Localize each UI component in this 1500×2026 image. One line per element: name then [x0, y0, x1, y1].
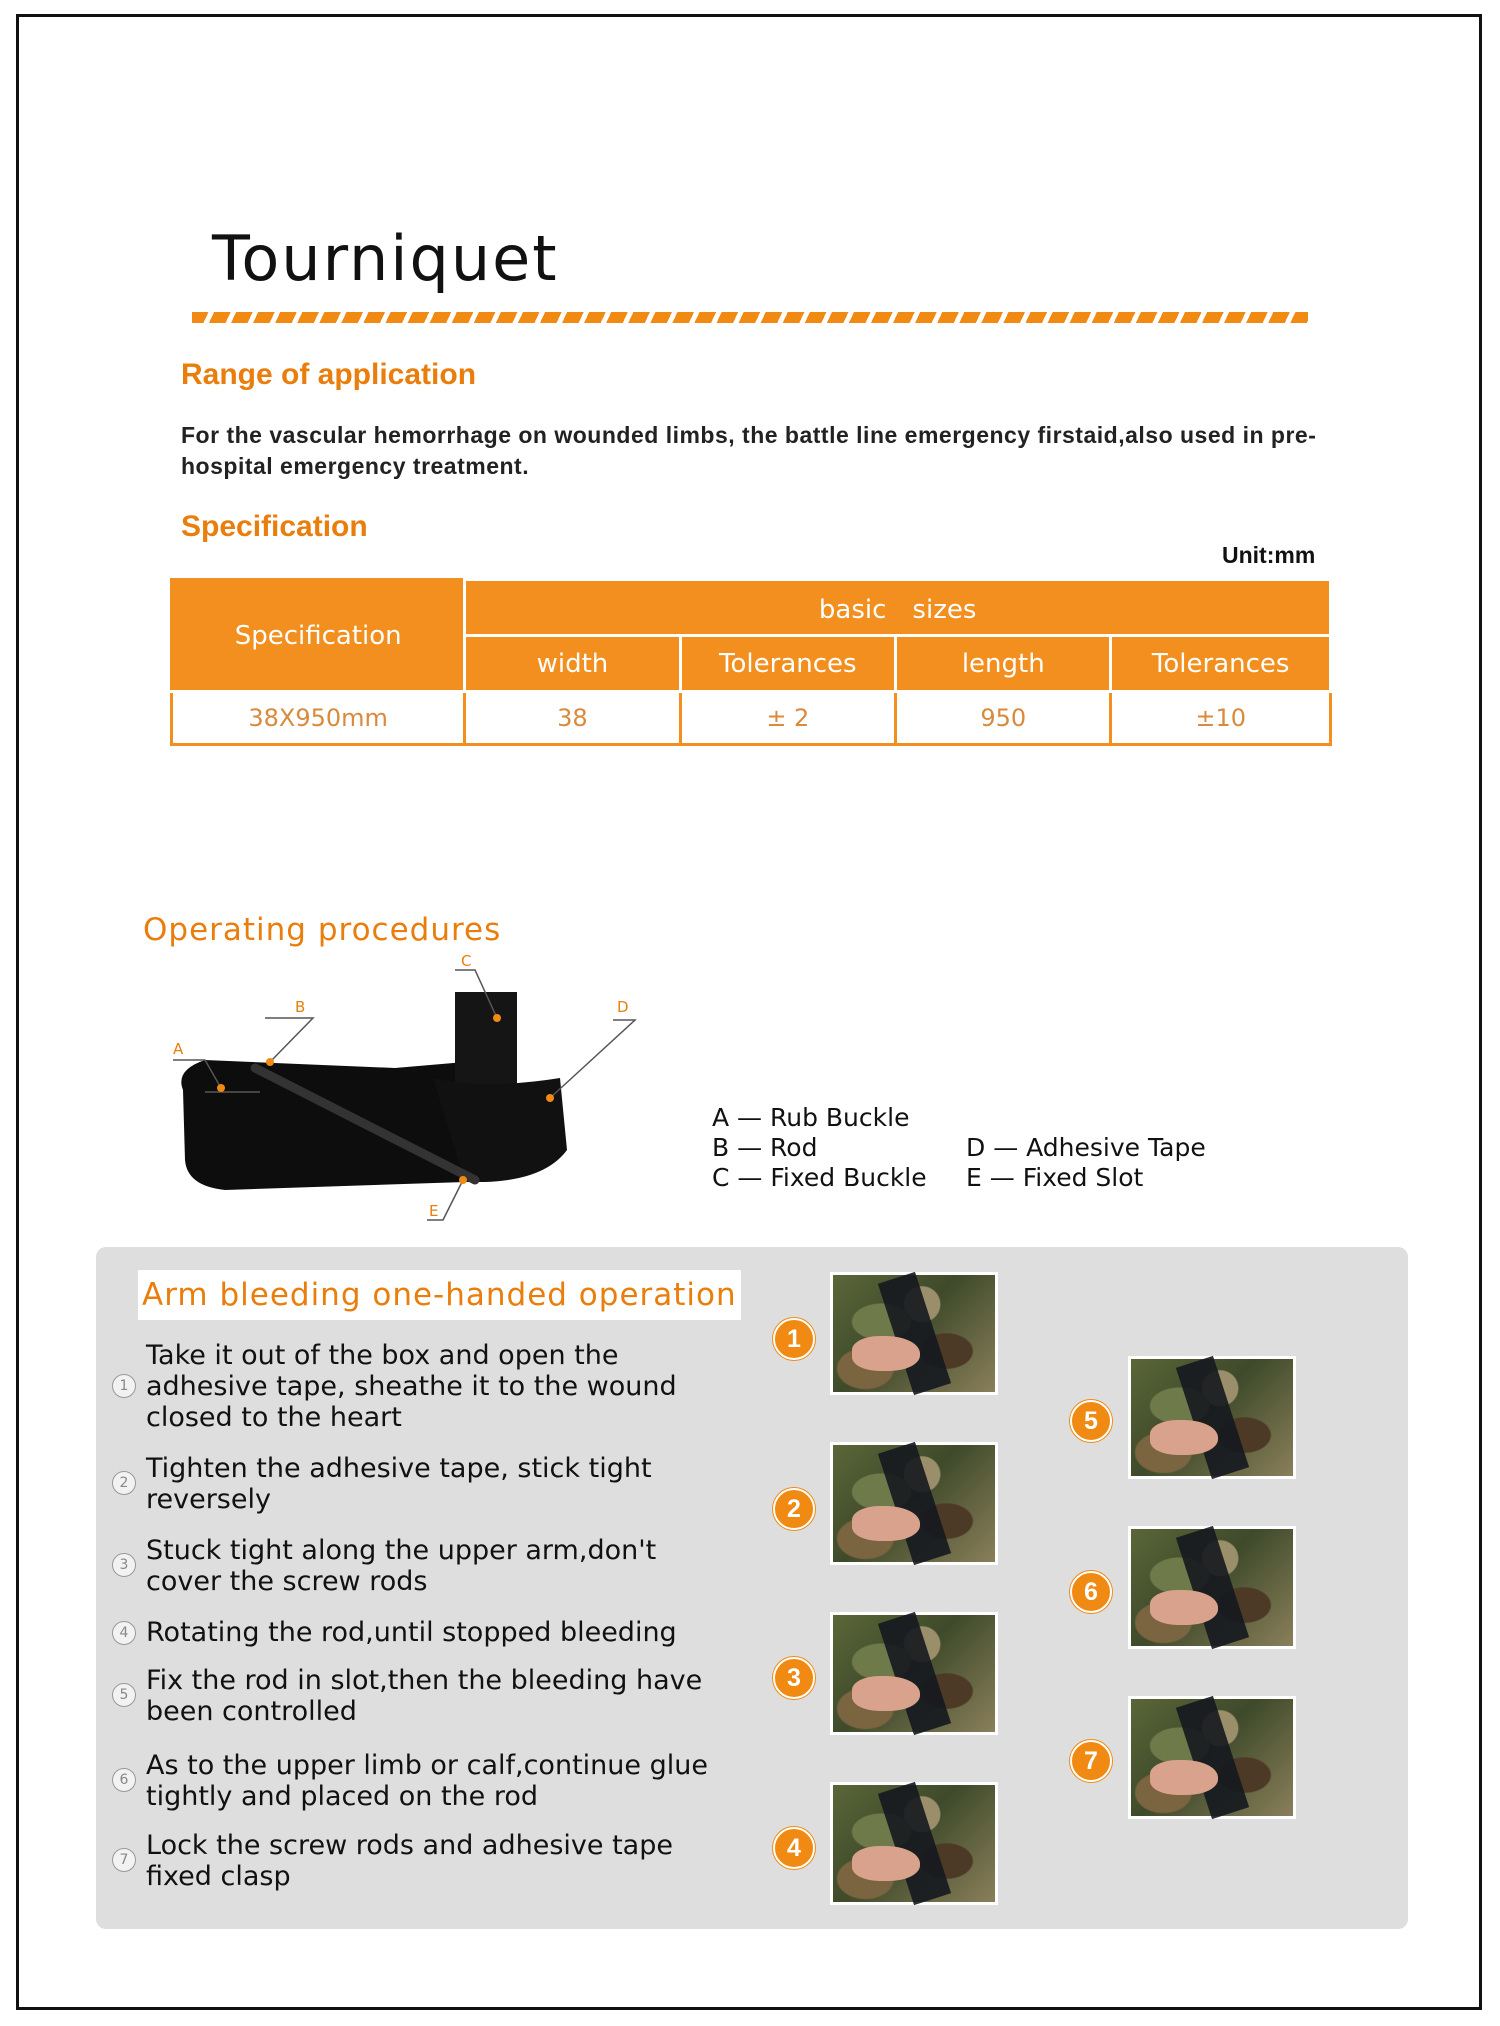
spec-corner-header: Specification: [172, 580, 465, 692]
legend-item: E — Fixed Slot: [966, 1163, 1144, 1192]
step-number-badge: 6: [1070, 1571, 1112, 1613]
step-number-badge: 3: [773, 1657, 815, 1699]
label-e: E: [429, 1202, 439, 1220]
step-number-badge: 5: [1070, 1400, 1112, 1442]
col-header: length: [896, 636, 1111, 692]
step-number-badge: 1: [773, 1318, 815, 1360]
page-title: Tourniquet: [212, 222, 559, 295]
list-item: [112, 1340, 712, 1433]
spec-heading: Specification: [181, 510, 368, 543]
col-header: Tolerances: [680, 636, 896, 692]
label-b: B: [295, 998, 306, 1016]
step-photo: [830, 1272, 998, 1395]
tourniquet-diagram: [165, 950, 645, 1230]
col-header: Tolerances: [1111, 636, 1331, 692]
table-cell: 38: [465, 692, 680, 745]
list-item: [112, 1617, 712, 1648]
step-photo: [830, 1612, 998, 1735]
step-number-badge: 2: [773, 1488, 815, 1530]
step-text: Lock the screw rods and adhesive tape fixed clasp: [146, 1830, 673, 1892]
step-marker: 4: [112, 1621, 136, 1645]
col-header: width: [465, 636, 680, 692]
table-row: [172, 692, 1331, 745]
step-marker: 6: [112, 1768, 136, 1792]
table-cell: 950: [896, 692, 1111, 745]
range-heading: Range of application: [181, 358, 477, 391]
step-text: Stuck tight along the upper arm,don't cover the screw rods: [146, 1535, 657, 1597]
step-marker: 3: [112, 1553, 136, 1577]
step-marker: 7: [112, 1848, 136, 1872]
operating-heading: Operating procedures: [143, 912, 502, 948]
table-cell: ±10: [1111, 692, 1331, 745]
step-text: Tighten the adhesive tape, stick tight reversely: [146, 1453, 652, 1515]
list-item: [112, 1830, 712, 1892]
step-photo: [1128, 1526, 1296, 1649]
step-photo: [830, 1782, 998, 1905]
step-marker: 5: [112, 1683, 136, 1707]
step-marker: 1: [112, 1374, 136, 1398]
label-c: C: [461, 952, 472, 970]
spec-table: [170, 578, 1332, 746]
step-photo: [830, 1442, 998, 1565]
step-number-badge: 4: [773, 1827, 815, 1869]
arm-operation-heading: Arm bleeding one-handed operation: [138, 1270, 741, 1320]
step-marker: 2: [112, 1471, 136, 1495]
label-d: D: [617, 998, 629, 1016]
table-cell: ± 2: [680, 692, 896, 745]
legend-left: [712, 1103, 927, 1193]
legend-item: B — Rod: [712, 1133, 818, 1162]
unit-label: Unit:mm: [1222, 542, 1316, 568]
legend-item: A — Rub Buckle: [712, 1103, 910, 1132]
range-text: For the vascular hemorrhage on wounded limbs, the battle line emergency firstaid,also used in pre-hospital emergency treatment.: [181, 422, 1317, 479]
step-number-badge: 7: [1070, 1740, 1112, 1782]
label-a: A: [173, 1040, 184, 1058]
list-item: [112, 1750, 712, 1812]
legend-right: [966, 1133, 1206, 1193]
list-item: [112, 1665, 712, 1727]
step-text: As to the upper limb or calf,continue glue tightly and placed on the rod: [146, 1750, 708, 1812]
step-photo: [1128, 1356, 1296, 1479]
list-item: [112, 1453, 712, 1515]
step-text: Rotating the rod,until stopped bleeding: [146, 1617, 677, 1648]
title-divider: [192, 312, 1308, 323]
legend-item: C — Fixed Buckle: [712, 1163, 927, 1192]
step-text: Fix the rod in slot,then the bleeding have been controlled: [146, 1665, 703, 1727]
legend-item: D — Adhesive Tape: [966, 1133, 1206, 1162]
step-photo: [1128, 1696, 1296, 1819]
table-cell: 38X950mm: [172, 692, 465, 745]
basic-sizes-header: basic sizes: [465, 580, 1331, 636]
list-item: [112, 1535, 712, 1597]
step-text: Take it out of the box and open the adhesive tape, sheathe it to the wound closed to the heart: [146, 1340, 677, 1433]
